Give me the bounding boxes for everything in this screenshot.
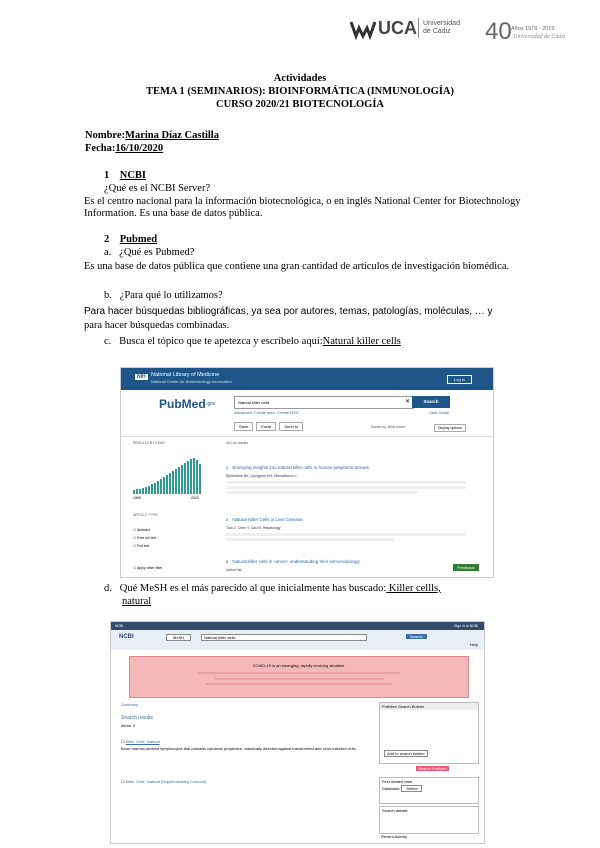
pubmed-screenshot [120, 367, 494, 578]
date-value: 16/10/2020 [115, 143, 164, 154]
add-to-builder-button[interactable]: Add to search builder [384, 750, 428, 757]
pubmed-search-input[interactable]: Natural killer cells ✕ [234, 396, 414, 409]
items-count: Items: 2 [121, 723, 136, 728]
doc-title-1: Actividades [273, 73, 327, 84]
sign-in-link[interactable]: Sign in to NCBI [454, 624, 478, 628]
result-1-title[interactable]: Emerging insights into natural killer cells in human peripheral tissues. [232, 465, 370, 470]
nih-badge: NIH [137, 374, 146, 380]
date-line: Fecha:16/10/2020 [85, 143, 215, 155]
uca-emblem-icon [350, 18, 376, 40]
pubmed-search-button[interactable]: Search [412, 396, 450, 408]
name-value: Marina Díaz Castilla [125, 130, 219, 141]
help-link[interactable]: Help [469, 642, 478, 647]
result-2-meta: Tian Z, Chen Y, Gao B. Hepatology. [226, 526, 282, 530]
db-select[interactable]: MeSH [166, 634, 191, 641]
send-to-button[interactable]: Send to [279, 422, 303, 431]
result-3[interactable]: 3 Natural killer cells in cancer: understanding their immunobiology. Author list [226, 550, 466, 572]
anniversary-signature: Universidad de Cádiz [513, 34, 566, 40]
sorted-by[interactable]: Sorted by: Best match [371, 425, 406, 429]
name-line: Nombre:Marina Díaz Castilla [85, 130, 340, 142]
results-by-year-label: RESULTS BY YEAR [133, 441, 165, 445]
related-data-panel: Find related data Database: Select [379, 777, 479, 804]
result-2-title[interactable]: Natural Killer Cells in Liver Disease. [232, 517, 304, 522]
section1-question: ¿Qué es el NCBI Server? [104, 183, 211, 194]
search-builder-panel: PubMed Search Builder Add to search builder [379, 702, 479, 764]
feedback-button[interactable]: Feedback [453, 564, 479, 571]
pubmed-brand[interactable]: PubMed [159, 397, 206, 411]
filter-full-text[interactable]: ☐ Full text [133, 544, 150, 548]
uca-logo-text: UCA [378, 18, 417, 38]
covid-notice: COVID-19 is an emerging, rapidly evolving situation. [129, 656, 469, 698]
section2-heading: 2 Pubmed [104, 234, 158, 245]
doc-title-2: TEMA 1 (SEMINARIOS): BIOINFORMÁTICA (INMUNOLOGÍA) [145, 86, 454, 97]
save-button[interactable]: Save [234, 422, 253, 431]
anniversary-number: 40 [485, 18, 512, 45]
login-button[interactable]: Log in [447, 375, 472, 384]
result-2[interactable]: 2 Natural Killer Cells in Liver Disease. Tian Z, Chen Y, Gao B. Hepatology. [226, 508, 466, 541]
ncbi-search-button[interactable]: Search [406, 634, 427, 639]
nlm-title: National Library of Medicine [151, 372, 220, 378]
answer-c: Natural killer cells [322, 336, 401, 347]
result-1-meta: Björkström NK, Ljunggren HG, Michaëlsson J. [226, 474, 298, 478]
pubmed-top-bar [121, 368, 493, 390]
mesh-result-1-title[interactable]: Killer Cells, Natural [125, 739, 160, 744]
results-count: 46,144 results [226, 441, 248, 445]
mesh-result-1[interactable]: ☐ Killer Cells, Natural Bone marrow-derived lymphocytes that possess cytotoxic properties, classically directed against transformed and virus-infected cells. [121, 739, 371, 751]
filter-abstract[interactable]: ☐ Abstract [133, 528, 150, 532]
doc-title-3: CURSO 2020/21 BIOTECNOLOGÍA [215, 99, 385, 110]
year-start: 1965 [133, 496, 141, 500]
filter-list [133, 526, 156, 550]
anniversary-logo [485, 20, 585, 44]
action-buttons [234, 424, 303, 429]
mesh-result-2[interactable]: ☐ Killer Cells, Natural [Supplementary Concept] [121, 779, 206, 784]
recent-activity: Recent Activity [381, 834, 408, 839]
clear-icon[interactable]: ✕ [404, 399, 410, 405]
mesh-result-1-desc: Bone marrow-derived lymphocytes that possess cytotoxic properties, classically directed against transformed and virus-infected cells. [121, 746, 357, 751]
answer-d-2: natural [122, 596, 152, 607]
email-button[interactable]: Email [256, 422, 276, 431]
filter-free-full-text[interactable]: ☐ Free full text [133, 536, 157, 540]
result-3-meta: Author list [226, 568, 242, 572]
ncbi-brand[interactable]: NCBI [115, 624, 124, 628]
ncbi-search-bar [111, 630, 484, 650]
display-options-button[interactable]: Display options [434, 424, 466, 432]
section1-heading: 1 NCBI [104, 170, 147, 181]
search-details-panel: Search details [379, 806, 479, 834]
search-links: Advanced Create alert Create RSS [234, 410, 299, 415]
divider [121, 436, 493, 437]
answer-b-1: Para hacer búsquedas bibliográficas, ya sea por autores, temas, patologías, moléculas, … y [84, 306, 493, 317]
question-a: a. ¿Qué es Pubmed? [104, 247, 195, 258]
user-guide-link[interactable]: User Guide [429, 410, 450, 415]
answer-b-2: para hacer búsquedas combinadas. [84, 320, 230, 331]
question-c: c. Busca el tópico que te apetezca y escríbelo aquí:Natural killer cells [104, 336, 478, 348]
nlm-subtitle: National Center for Biotechnology Information [151, 379, 232, 384]
mesh-result-2-title[interactable]: Killer Cells, Natural [Supplementary Concept] [125, 779, 206, 784]
database-select[interactable]: Select [401, 785, 422, 792]
ncbi-mesh-screenshot [110, 621, 485, 844]
question-d: d. Qué MeSH es el más parecido al que inicialmente has buscado: Killer cellls, [104, 583, 441, 594]
uca-logo [350, 16, 480, 42]
ncbi-search-input[interactable]: Natural killer cells [201, 634, 367, 641]
pubmed-brand-suffix: .gov [206, 401, 216, 407]
ncbi-top-bar [111, 622, 484, 630]
answer-d-1: Killer cellls, [386, 583, 441, 594]
university-name: Universidad de Cádiz [423, 20, 460, 35]
question-b: b. ¿Para qué lo utilizamos? [104, 290, 223, 301]
filter-other[interactable]: ☐ Apply other filter [133, 566, 163, 570]
answer-a: Es una base de datos pública que contiene una gran cantidad de artículos de investigación biomédica. [84, 261, 510, 272]
search-pubmed-button[interactable]: Search PubMed [418, 766, 447, 771]
result-1[interactable]: 1 Emerging insights into natural killer cells in human peripheral tissues. Björkström NK, Ljunggren HG, Michaëlsson J. [226, 456, 466, 494]
anniversary-years: Años 1979 - 2019 [511, 26, 555, 32]
logo-divider [418, 18, 419, 38]
article-type-label: ARTICLE TYPE [133, 513, 158, 517]
results-histogram[interactable] [133, 454, 203, 494]
section1-answer: Es el centro nacional para la información biotecnológica, o en inglés National Center for Biotechnology Information. Es una base de datos pública. [84, 196, 521, 219]
search-results-heading: Search results [121, 715, 153, 721]
summary-link[interactable]: Summary [121, 702, 139, 707]
year-end: 2020 [191, 496, 199, 500]
ncbi-logo: NCBI [119, 634, 134, 640]
result-3-title[interactable]: Natural killer cells in cancer: understanding their immunobiology. [232, 559, 361, 564]
